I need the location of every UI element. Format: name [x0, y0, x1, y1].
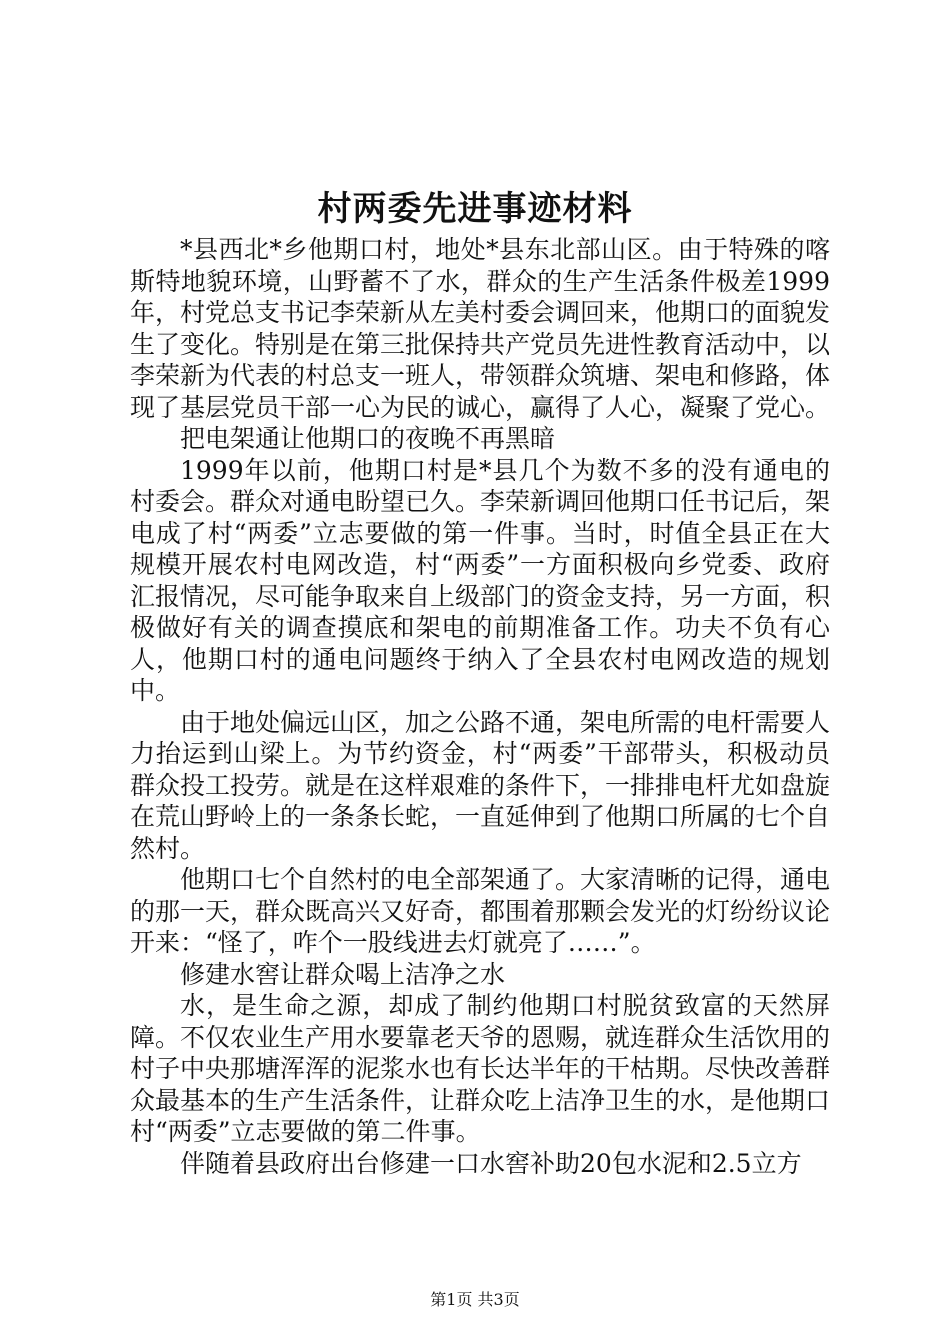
paragraph-water-2: 伴随着县政府出台修建一口水窖补助20包水泥和2.5立方: [180, 1148, 802, 1178]
document-title: 村两委先进事迹材料: [317, 189, 633, 229]
section-heading-electricity: 把电架通让他期口的夜晚不再黑暗: [180, 424, 556, 453]
paragraph-intro: *县西北*乡他期口村，地处*县东北部山区。由于特殊的喀斯特地貌环境，山野蓄不了水，群众的生产生活条件极差1999年，村党总支书记李荣新从左美村委会调回来，他期口的面貌发生了变化。特别是在第三批保持共产党员先进性教育活动中，以李荣新为代表的村总支一班人，带领群众筑塘、架电和修路，体现了基层党员干部一心为民的诚心，赢得了人心，凝聚了党心。: [130, 235, 831, 422]
paragraph-electricity-2: 由于地处偏远山区，加之公路不通，架电所需的电杆需要人力抬运到山梁上。为节约资金，村“两委”干部带头，积极动员群众投工投劳。就是在这样艰难的条件下，一排排电杆尤如盘旋在荒山野岭上的一条条长蛇，一直延伸到了他期口所属的七个自然村。: [130, 707, 831, 863]
paragraph-water-1: 水，是生命之源，却成了制约他期口村脱贫致富的天然屏障。不仅农业生产用水要靠老天爷的恩赐，就连群众生活饮用的村子中央那塘浑浑的泥浆水也有长达半年的干枯期。尽快改善群众最基本的生产生活条件，让群众吃上洁净卫生的水，是他期口村“两委”立志要做的第二件事。: [130, 991, 831, 1146]
section-heading-water: 修建水窖让群众喝上洁净之水: [180, 959, 506, 989]
paragraph-electricity-3: 他期口七个自然村的电全部架通了。大家清晰的记得，通电的那一天，群众既高兴又好奇，都围着那颗会发光的灯纷纷议论开来：“怪了，咋个一股线进去灯就亮了……”。: [130, 865, 831, 957]
page-number-footer: 第1页 共3页: [430, 1290, 520, 1309]
document-body: [130, 234, 830, 1179]
paragraph-electricity-1: 1999年以前，他期口村是*县几个为数不多的没有通电的村委会。群众对通电盼望已久。李荣新调回他期口任书记后，架电成了村“两委”立志要做的第一件事。当时，时值全县正在大规模开展农村电网改造，村“两委”一方面积极向乡党委、政府汇报情况，尽可能争取来自上级部门的资金支持，另一方面，积极做好有关的调查摸底和架电的前期准备工作。功夫不负有心人，他期口村的通电问题终于纳入了全县农村电网改造的规划中。: [130, 455, 831, 705]
